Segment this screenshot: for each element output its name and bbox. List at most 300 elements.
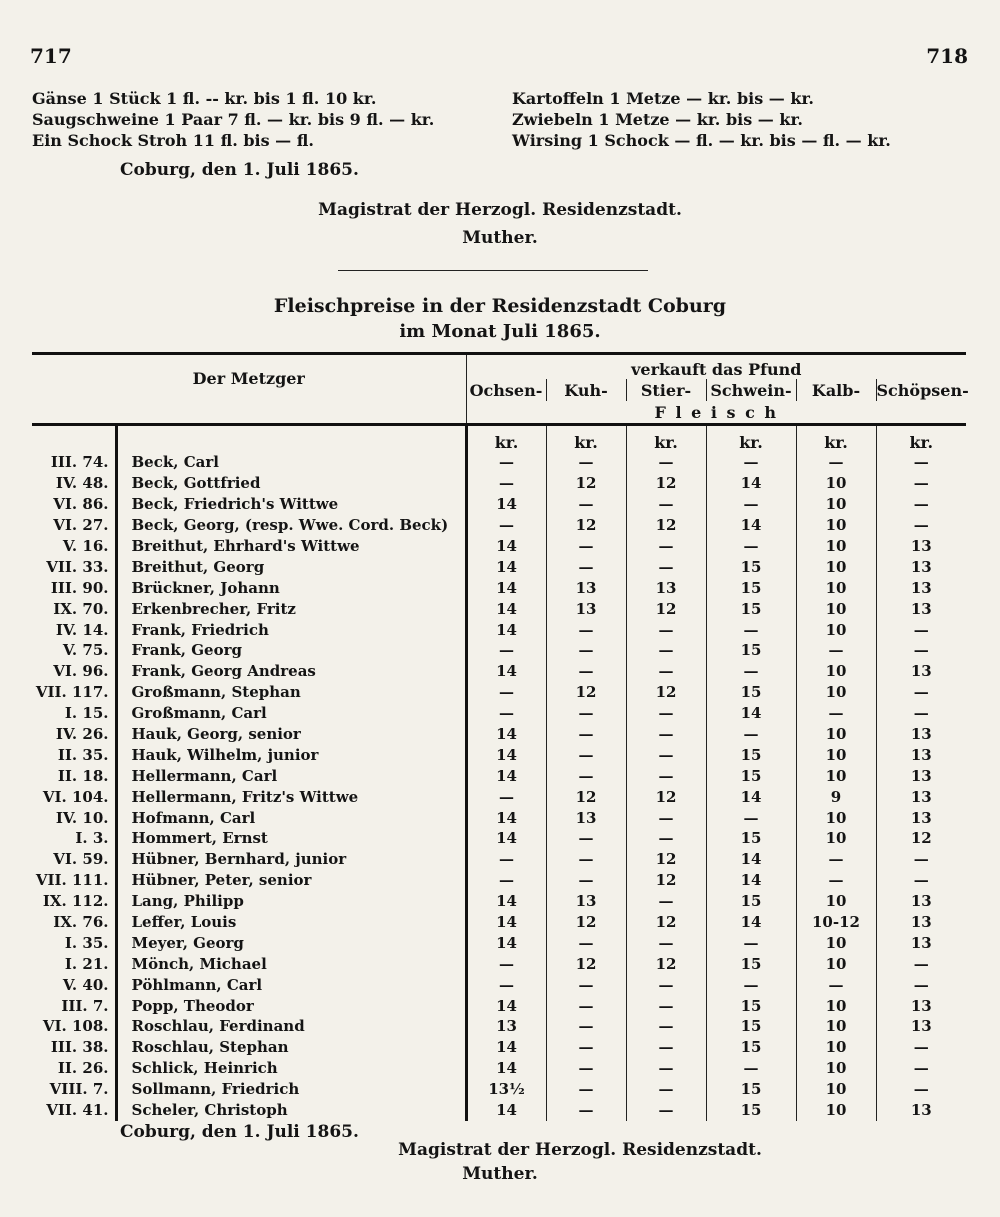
- butcher-name-text: Roschlau, Stephan: [131, 1038, 289, 1057]
- butcher-name-text: Roschlau, Ferdinand: [131, 1017, 305, 1036]
- butcher-name-text: Hübner, Bernhard, junior: [131, 850, 347, 869]
- table-row: [32, 807, 966, 828]
- table-row: [32, 598, 966, 619]
- house-number: [32, 515, 116, 536]
- butcher-name: [116, 932, 466, 953]
- price-cell: 12: [546, 682, 626, 703]
- price-cell: 14: [466, 577, 546, 598]
- price-cell: —: [546, 661, 626, 682]
- butcher-name-text: Frank, Georg: [131, 641, 243, 660]
- price-cell: 10: [796, 932, 876, 953]
- price-cell: 10: [796, 598, 876, 619]
- col-header-kalb: Kalb-: [796, 379, 876, 401]
- price-cell: 14: [706, 912, 796, 933]
- price-cell: 10: [796, 536, 876, 557]
- district-number: II.: [57, 766, 78, 785]
- price-cell: 13: [876, 912, 966, 933]
- price-cell: 14: [706, 515, 796, 536]
- table-row: [32, 765, 966, 786]
- price-cell: 10: [796, 1037, 876, 1058]
- unit-label: kr.: [546, 425, 626, 453]
- house-number: [32, 807, 116, 828]
- price-cell: 14: [466, 912, 546, 933]
- unit-label: kr.: [466, 425, 546, 453]
- price-cell: 14: [706, 870, 796, 891]
- table-subtitle: im Monat Juli 1865.: [399, 321, 601, 342]
- table-row: [32, 640, 966, 661]
- price-cell: —: [626, 744, 706, 765]
- lot-number: 96.: [82, 662, 109, 681]
- price-cell: —: [626, 661, 706, 682]
- district-number: III.: [50, 1038, 78, 1057]
- house-number: [32, 1037, 116, 1058]
- price-cell: 15: [706, 891, 796, 912]
- price-cell: —: [626, 703, 706, 724]
- district-number: IX.: [53, 913, 78, 932]
- butcher-name-text: Beck, Friedrich's Wittwe: [131, 495, 339, 514]
- price-cell: 13: [876, 765, 966, 786]
- butcher-name: [116, 828, 466, 849]
- lot-number: 7.: [92, 1080, 109, 1099]
- butcher-name: [116, 1079, 466, 1100]
- price-cell: —: [876, 515, 966, 536]
- house-number: [32, 765, 116, 786]
- sold-header: verkauft das Pfund: [466, 354, 966, 380]
- price-cell: —: [706, 807, 796, 828]
- lot-number: 27.: [82, 516, 109, 535]
- price-cell: —: [546, 703, 626, 724]
- price-cell: 12: [626, 598, 706, 619]
- price-cell: 14: [466, 494, 546, 515]
- price-cell: —: [546, 1079, 626, 1100]
- table-row: [32, 891, 966, 912]
- butcher-name-text: Sollmann, Friedrich: [131, 1080, 300, 1099]
- table-row: [32, 494, 966, 515]
- signature-bottom: Muther.: [462, 1164, 538, 1184]
- lot-number: 16.: [82, 537, 109, 555]
- price-cell: 15: [706, 953, 796, 974]
- district-number: I.: [75, 829, 88, 848]
- price-cell: 13: [876, 536, 966, 557]
- table-row: [32, 682, 966, 703]
- lot-number: 35.: [82, 745, 109, 764]
- price-cell: —: [796, 849, 876, 870]
- district-number: I.: [64, 933, 78, 952]
- butcher-name-text: Beck, Georg, (resp. Wwe. Cord. Beck): [131, 516, 449, 535]
- market-line: Gänse 1 Stück 1 fl. -- kr. bis 1 fl. 10 kr.: [32, 89, 377, 108]
- price-cell: 14: [466, 1058, 546, 1079]
- table-row: [32, 870, 966, 891]
- table-row: [32, 912, 966, 933]
- price-cell: —: [626, 1037, 706, 1058]
- market-prices-left: [32, 88, 434, 151]
- butcher-name: [116, 849, 466, 870]
- price-cell: —: [796, 703, 876, 724]
- lot-number: 40.: [82, 975, 109, 994]
- house-number: [32, 932, 116, 953]
- lot-number: 21.: [82, 954, 109, 973]
- price-cell: 14: [466, 828, 546, 849]
- district-number: IV.: [55, 620, 78, 639]
- price-cell: —: [626, 765, 706, 786]
- price-cell: —: [706, 619, 796, 640]
- butcher-name-text: Popp, Theodor: [131, 996, 254, 1015]
- price-cell: —: [626, 724, 706, 745]
- house-number: [32, 1100, 116, 1121]
- price-cell: —: [546, 494, 626, 515]
- butcher-name: [116, 452, 466, 473]
- lot-number: 117.: [71, 683, 109, 702]
- house-number: [32, 703, 116, 724]
- price-cell: —: [706, 536, 796, 557]
- lot-number: 108.: [71, 1017, 109, 1036]
- butcher-name: [116, 953, 466, 974]
- butcher-name-text: Frank, Georg Andreas: [131, 662, 316, 681]
- house-number: [32, 661, 116, 682]
- butcher-name: [116, 807, 466, 828]
- lot-number: 38.: [82, 1038, 109, 1057]
- lot-number: 70.: [82, 599, 109, 618]
- house-number: [32, 974, 116, 995]
- lot-number: 10.: [82, 808, 109, 827]
- lot-number: 90.: [82, 578, 109, 597]
- lot-number: 3.: [92, 829, 109, 848]
- butcher-name: [116, 1058, 466, 1079]
- price-cell: 14: [466, 807, 546, 828]
- price-cell: 12: [626, 786, 706, 807]
- price-cell: 14: [466, 556, 546, 577]
- price-cell: 13: [876, 807, 966, 828]
- price-cell: 10: [796, 682, 876, 703]
- lot-number: 104.: [71, 787, 109, 806]
- butcher-name-text: Lang, Philipp: [131, 892, 244, 911]
- district-number: IX.: [53, 599, 78, 618]
- table-row: [32, 995, 966, 1016]
- butcher-name: [116, 494, 466, 515]
- price-cell: —: [546, 452, 626, 473]
- price-cell: —: [626, 1100, 706, 1121]
- price-cell: 13: [546, 577, 626, 598]
- market-prices: [32, 88, 960, 154]
- price-cell: 10: [796, 1100, 876, 1121]
- price-cell: 15: [706, 995, 796, 1016]
- butcher-name-text: Breithut, Ehrhard's Wittwe: [131, 537, 360, 555]
- butcher-name: [116, 619, 466, 640]
- price-cell: —: [876, 1058, 966, 1079]
- lot-number: 14.: [82, 620, 109, 639]
- price-cell: 15: [706, 556, 796, 577]
- table-row: [32, 473, 966, 494]
- butcher-name: [116, 682, 466, 703]
- price-cell: 15: [706, 1037, 796, 1058]
- price-cell: 14: [706, 786, 796, 807]
- lot-number: 7.: [92, 996, 109, 1015]
- price-cell: —: [876, 619, 966, 640]
- metzger-header: Der Metzger: [32, 354, 466, 402]
- price-cell: 15: [706, 1079, 796, 1100]
- butcher-name: [116, 536, 466, 557]
- price-cell: 14: [706, 473, 796, 494]
- price-cell: 14: [466, 744, 546, 765]
- price-cell: —: [706, 661, 796, 682]
- price-cell: 13: [876, 995, 966, 1016]
- butcher-name: [116, 1016, 466, 1037]
- table-row: [32, 1079, 966, 1100]
- lot-number: 76.: [82, 913, 109, 932]
- butcher-name-text: Hauk, Wilhelm, junior: [131, 745, 319, 764]
- price-cell: 15: [706, 577, 796, 598]
- unit-label: kr.: [876, 425, 966, 453]
- price-cell: 13: [876, 1016, 966, 1037]
- table-row: [32, 1100, 966, 1121]
- price-cell: —: [876, 452, 966, 473]
- butcher-name-text: Großmann, Stephan: [131, 683, 301, 702]
- price-cell: 10: [796, 556, 876, 577]
- district-number: II.: [57, 1059, 78, 1078]
- butcher-name-text: Pöhlmann, Carl: [131, 975, 263, 994]
- butcher-name: [116, 661, 466, 682]
- price-cell: —: [876, 1037, 966, 1058]
- table-row: [32, 556, 966, 577]
- butcher-name: [116, 598, 466, 619]
- table-row: [32, 703, 966, 724]
- price-cell: 10: [796, 1016, 876, 1037]
- price-cell: 15: [706, 598, 796, 619]
- district-number: II.: [57, 745, 78, 764]
- district-number: VIII.: [49, 1080, 88, 1099]
- house-number: [32, 682, 116, 703]
- price-cell: —: [466, 473, 546, 494]
- price-cell: 10-12: [796, 912, 876, 933]
- table-row: [32, 452, 966, 473]
- price-cell: 13: [546, 807, 626, 828]
- district-number: VII.: [35, 871, 67, 890]
- price-cell: 14: [466, 765, 546, 786]
- price-cell: —: [876, 870, 966, 891]
- price-cell: 13: [876, 786, 966, 807]
- price-cell: —: [546, 1016, 626, 1037]
- price-cell: —: [706, 494, 796, 515]
- market-line: Kartoffeln 1 Metze — kr. bis — kr.: [512, 89, 814, 108]
- price-cell: —: [706, 452, 796, 473]
- price-cell: —: [546, 1058, 626, 1079]
- price-cell: 14: [466, 661, 546, 682]
- price-cell: 10: [796, 619, 876, 640]
- price-cell: —: [466, 974, 546, 995]
- butcher-name-text: Hellermann, Carl: [131, 766, 278, 785]
- lot-number: 74.: [82, 453, 109, 472]
- butcher-name: [116, 640, 466, 661]
- butcher-name-text: Schlick, Heinrich: [131, 1059, 278, 1078]
- butcher-name-text: Hofmann, Carl: [131, 808, 256, 827]
- price-cell: —: [626, 807, 706, 828]
- house-number: [32, 1016, 116, 1037]
- price-cell: 15: [706, 1016, 796, 1037]
- butcher-name: [116, 1037, 466, 1058]
- price-cell: —: [466, 682, 546, 703]
- price-cell: —: [546, 870, 626, 891]
- price-cell: —: [466, 703, 546, 724]
- district-number: V.: [62, 537, 78, 555]
- lot-number: 112.: [71, 892, 109, 911]
- house-number: [32, 577, 116, 598]
- price-cell: —: [546, 995, 626, 1016]
- butcher-name-text: Mönch, Michael: [131, 954, 267, 973]
- butcher-name-text: Breithut, Georg: [131, 557, 265, 576]
- butcher-name: [116, 912, 466, 933]
- price-cell: —: [876, 703, 966, 724]
- price-cell: —: [466, 786, 546, 807]
- col-header-kuh: Kuh-: [546, 379, 626, 401]
- butcher-name: [116, 786, 466, 807]
- house-number: [32, 494, 116, 515]
- price-cell: 12: [626, 515, 706, 536]
- price-cell: 10: [796, 473, 876, 494]
- lot-number: 111.: [71, 871, 109, 890]
- price-cell: 14: [706, 849, 796, 870]
- table-row: [32, 932, 966, 953]
- district-number: IX.: [42, 892, 67, 911]
- market-line: Wirsing 1 Schock — fl. — kr. bis — fl. — kr.: [512, 131, 891, 150]
- price-cell: 13: [876, 661, 966, 682]
- price-cell: —: [546, 849, 626, 870]
- price-cell: 10: [796, 515, 876, 536]
- butcher-name-text: Großmann, Carl: [131, 704, 267, 723]
- house-number: [32, 744, 116, 765]
- district-number: IV.: [55, 808, 78, 827]
- fleisch-label: F l e i s c h: [466, 401, 966, 425]
- butcher-name-text: Erkenbrecher, Fritz: [131, 599, 296, 618]
- butcher-name: [116, 995, 466, 1016]
- butcher-name-text: Leffer, Louis: [131, 913, 237, 932]
- col-header-schwein: Schwein-: [706, 379, 796, 401]
- butcher-name-text: Beck, Carl: [131, 453, 219, 472]
- unit-label: kr.: [796, 425, 876, 453]
- district-number: I.: [64, 704, 78, 723]
- district-number: III.: [50, 453, 78, 472]
- price-cell: —: [876, 473, 966, 494]
- price-cell: —: [466, 452, 546, 473]
- price-cell: —: [706, 724, 796, 745]
- price-cell: —: [626, 452, 706, 473]
- price-cell: —: [796, 640, 876, 661]
- price-cell: —: [626, 619, 706, 640]
- meat-price-table: [32, 352, 969, 1121]
- butcher-name: [116, 473, 466, 494]
- house-number: [32, 786, 116, 807]
- price-cell: —: [626, 536, 706, 557]
- price-cell: 10: [796, 724, 876, 745]
- lot-number: 59.: [82, 850, 109, 869]
- house-number: [32, 995, 116, 1016]
- date-line-bottom: Coburg, den 1. Juli 1865.: [120, 1122, 359, 1142]
- price-cell: 14: [466, 724, 546, 745]
- price-cell: 13: [876, 598, 966, 619]
- price-cell: —: [546, 828, 626, 849]
- magistrat-line-bottom: Magistrat der Herzogl. Residenzstadt.: [398, 1140, 762, 1160]
- house-number: [32, 953, 116, 974]
- price-cell: —: [796, 452, 876, 473]
- price-cell: —: [706, 932, 796, 953]
- butcher-name-text: Hauk, Georg, senior: [131, 725, 301, 744]
- price-cell: —: [546, 556, 626, 577]
- price-cell: 13: [876, 577, 966, 598]
- price-cell: 10: [796, 1079, 876, 1100]
- butcher-name-text: Brückner, Johann: [131, 578, 280, 597]
- price-cell: —: [876, 640, 966, 661]
- butcher-name: [116, 1100, 466, 1121]
- price-cell: —: [546, 1100, 626, 1121]
- butcher-name: [116, 974, 466, 995]
- house-number: [32, 891, 116, 912]
- price-cell: 13: [876, 932, 966, 953]
- price-cell: —: [626, 1058, 706, 1079]
- table-row: [32, 536, 966, 557]
- market-line: Saugschweine 1 Paar 7 fl. — kr. bis 9 fl. — kr.: [32, 110, 435, 129]
- house-number: [32, 473, 116, 494]
- price-cell: 15: [706, 1100, 796, 1121]
- house-number: [32, 640, 116, 661]
- price-cell: —: [546, 619, 626, 640]
- price-cell: —: [626, 1016, 706, 1037]
- house-number: [32, 912, 116, 933]
- butcher-name: [116, 577, 466, 598]
- price-cell: 12: [546, 953, 626, 974]
- district-number: VI.: [53, 516, 78, 535]
- price-cell: —: [546, 932, 626, 953]
- butcher-name-text: Frank, Friedrich: [131, 620, 269, 639]
- price-cell: 14: [466, 1100, 546, 1121]
- price-cell: —: [626, 974, 706, 995]
- district-number: III.: [61, 996, 88, 1015]
- price-cell: —: [546, 724, 626, 745]
- market-line: Ein Schock Stroh 11 fl. bis — fl.: [32, 131, 314, 150]
- price-cell: 15: [706, 828, 796, 849]
- price-cell: 12: [626, 870, 706, 891]
- table-row: [32, 661, 966, 682]
- price-cell: 10: [796, 807, 876, 828]
- table-row: [32, 849, 966, 870]
- house-number: [32, 828, 116, 849]
- price-cell: —: [706, 1058, 796, 1079]
- price-cell: —: [466, 515, 546, 536]
- lot-number: 15.: [82, 704, 109, 723]
- table-row: [32, 974, 966, 995]
- price-cell: 14: [466, 891, 546, 912]
- table-row: [32, 1058, 966, 1079]
- butcher-name-text: Hellermann, Fritz's Wittwe: [131, 787, 359, 806]
- butcher-name-text: Scheler, Christoph: [131, 1101, 288, 1120]
- district-number: VI.: [53, 495, 78, 514]
- price-cell: —: [466, 870, 546, 891]
- price-cell: 12: [626, 912, 706, 933]
- lot-number: 33.: [82, 557, 109, 576]
- price-cell: —: [876, 682, 966, 703]
- price-cell: —: [626, 494, 706, 515]
- butcher-name-text: Meyer, Georg: [131, 933, 244, 952]
- price-cell: 13: [466, 1016, 546, 1037]
- price-cell: —: [546, 536, 626, 557]
- price-cell: 10: [796, 494, 876, 515]
- price-cell: —: [466, 953, 546, 974]
- butcher-name: [116, 891, 466, 912]
- butcher-name-text: Beck, Gottfried: [131, 474, 261, 493]
- butcher-name: [116, 556, 466, 577]
- house-number: [32, 1079, 116, 1100]
- district-number: VI.: [53, 850, 78, 869]
- price-cell: 14: [466, 536, 546, 557]
- unit-label: kr.: [626, 425, 706, 453]
